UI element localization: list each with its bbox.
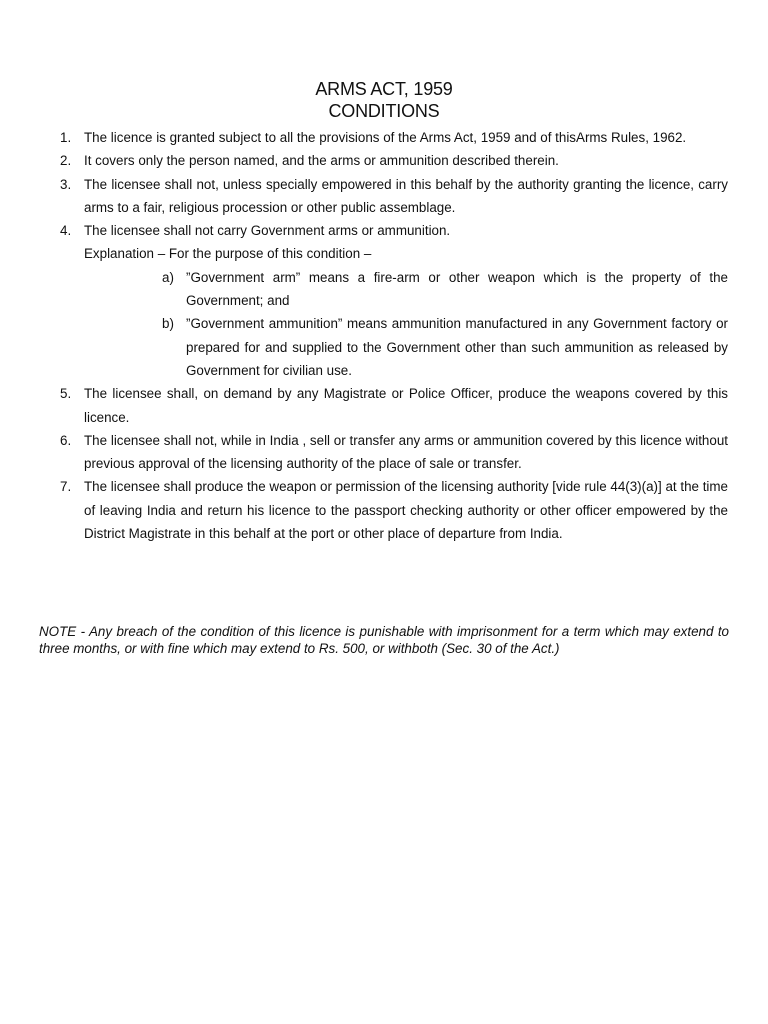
condition-item	[52, 382, 728, 429]
title-block	[0, 78, 768, 122]
condition-text: The licensee shall produce the weapon or permission of the licensing authority [vide rule 44(3)(a)] at the time of leaving India and return his licence to the passport checking authority or other officer empowered by the District Magistrate in this behalf at the port or other place of departure from India.	[84, 479, 728, 542]
condition-text: The licensee shall not carry Government arms or ammunition.	[84, 223, 451, 239]
condition-number: 6.	[60, 432, 72, 448]
condition-number: 1.	[60, 130, 72, 145]
condition-number: 4.	[60, 223, 72, 239]
condition-item	[52, 475, 728, 545]
condition-number: 2.	[60, 153, 72, 169]
condition-text: The licensee shall not, unless specially empowered in this behalf by the authority granting the licence, carry arms to a fair, religious procession or other public assemblage.	[84, 176, 728, 215]
condition-number: 3.	[60, 176, 72, 192]
condition-text: It covers only the person named, and the arms or ammunition described therein.	[84, 153, 559, 169]
condition-item	[52, 149, 728, 172]
sub-condition-letter: b)	[162, 316, 174, 332]
sub-condition-text: ”Government ammunition” means ammunition manufactured in any Government factory or prepared for and supplied to the Government other than such ammunition as released by Government for civilian use.	[186, 316, 728, 378]
condition-item	[52, 173, 728, 220]
sub-condition-item	[162, 266, 728, 313]
condition-item	[52, 429, 728, 476]
condition-item	[52, 219, 728, 382]
note-text: NOTE - Any breach of the condition of this licence is punishable with imprisonment for a term which may extend to three months, or with fine which may extend to Rs. 500, or withboth (Sec. 30 of the Act.)	[39, 624, 729, 657]
explanation-text: Explanation – For the purpose of this condition –	[84, 246, 372, 262]
conditions-list	[52, 126, 728, 545]
sub-condition-item	[162, 312, 728, 382]
condition-text: The licence is granted subject to all the provisions of the Arms Act, 1959 and of thisArms Rules, 1962.	[84, 130, 687, 145]
sub-condition-letter: a)	[162, 269, 174, 285]
sub-conditions-list	[84, 266, 728, 382]
condition-number: 5.	[60, 386, 72, 402]
sub-condition-text: ”Government arm” means a fire-arm or other weapon which is the property of the Government; and	[186, 269, 728, 309]
document-subtitle: CONDITIONS	[328, 101, 440, 121]
condition-text: The licensee shall, on demand by any Magistrate or Police Officer, produce the weapons covered by this licence.	[84, 386, 728, 425]
condition-number: 7.	[60, 479, 72, 495]
condition-text: The licensee shall not, while in India , sell or transfer any arms or ammunition covered by this licence without previous approval of the licensing authority of the place of sale or transfer.	[84, 432, 728, 472]
condition-item	[52, 126, 728, 149]
document-title: ARMS ACT, 1959	[315, 79, 453, 99]
